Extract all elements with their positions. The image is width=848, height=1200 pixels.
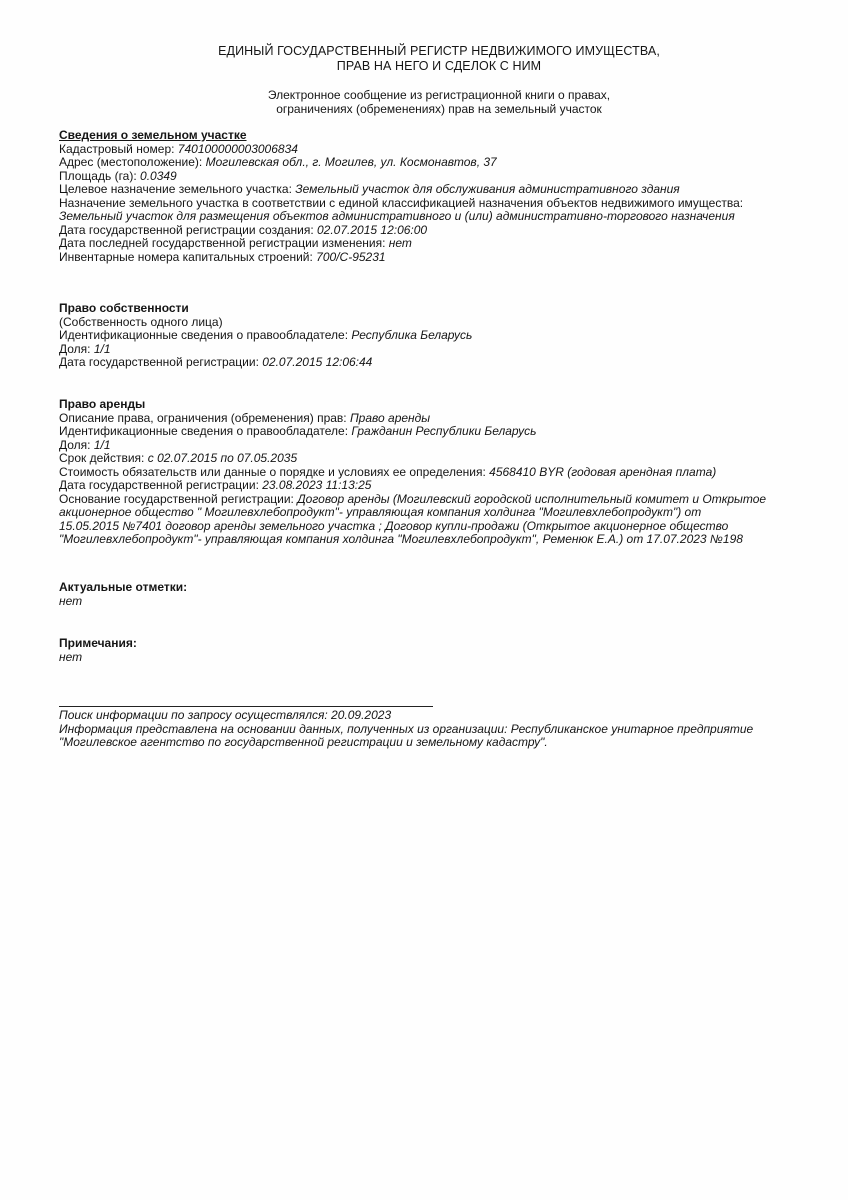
subtitle-line-1: Электронное сообщение из регистрационной книги о правах, [267,88,611,102]
lease-term-label: Срок действия: [59,451,145,465]
inventory-label: Инвентарные номера капитальных строений: [59,249,313,264]
document-subtitle [0,88,848,116]
area-row [59,170,829,184]
notes-section [59,637,829,664]
classification-value-row [59,210,829,224]
lease-holder-row [59,425,829,439]
purpose-value: Земельный участок для обслуживания административного здания [295,182,680,196]
ownership-date-row [59,356,829,370]
marks-value: нет [59,593,83,608]
title-line-1: ЕДИНЫЙ ГОСУДАРСТВЕННЫЙ РЕГИСТР НЕДВИЖИМОГО ИМУЩЕСТВА, [218,44,660,58]
changed-label: Дата последней государственной регистрации изменения: [59,236,386,250]
lease-basis-value-4: "Могилевхлебопродукт"- управляющая компания холдинга "Могилевхлебопродукт", Ременюк Е.А.) от 17.07.2023 №198 [59,532,743,546]
cadastral-label: Кадастровый номер: [59,141,175,156]
inventory-row [59,251,829,265]
ownership-heading: Право собственности [59,301,189,315]
footer [59,709,829,750]
lease-holder-label: Идентификационные сведения о правообладателе: [59,424,349,438]
lease-basis-value-2: акционерное общество " Могилевхлебопродукт"- управляющая компания холдинга "Могилевхлебопродукт") от [59,505,702,519]
subtitle-line-2: ограничениях (обременениях) прав на земельный участок [276,102,602,116]
footer-info-line-2: "Могилевское агентство по государственной регистрации и земельному кадастру". [59,735,548,749]
area-label: Площадь (га): [59,168,137,183]
address-row [59,156,829,170]
lease-heading: Право аренды [59,397,146,411]
ownership-holder-label: Идентификационные сведения о правообладателе: [59,328,349,342]
ownership-share-value: 1/1 [93,341,111,356]
lease-basis-label: Основание государственной регистрации: [59,491,294,506]
ownership-type: (Собственность одного лица) [59,314,223,329]
lease-cost-label: Стоимость обязательств или данные о порядке и условиях ее определения: [59,464,486,479]
notes-heading: Примечания: [59,636,137,650]
address-label: Адрес (местоположение): [59,155,203,169]
footer-info-line-1: Информация представлена на основании данных, полученных из организации: Республиканское унитарное предприятие [59,721,754,736]
land-heading: Сведения о земельном участке [59,128,247,142]
ownership-holder-row [59,329,829,343]
ownership-holder-value: Республика Беларусь [351,328,473,342]
purpose-row [59,183,829,197]
lease-basis-row [59,493,829,507]
lease-share-label: Доля: [59,437,91,452]
classification-label: Назначение земельного участка в соответствии с единой классификацией назначения объектов недвижимого имущества: [59,195,744,210]
lease-cost-row [59,466,829,480]
ownership-share-row [59,343,829,357]
lease-term-value: с 02.07.2015 по 07.05.2035 [147,451,298,465]
purpose-label: Целевое назначение земельного участка: [59,182,292,196]
lease-desc-value: Право аренды [349,410,431,425]
lease-share-row [59,439,829,453]
ownership-section [59,302,829,370]
lease-date-label: Дата государственной регистрации: [59,478,259,492]
lease-desc-row [59,412,829,426]
document-title [0,44,848,74]
lease-desc-label: Описание права, ограничения (обременения) прав: [59,410,347,425]
lease-cost-value: 4568410 BYR (годовая арендная плата) [489,464,717,479]
lease-section [59,398,829,547]
created-row [59,224,829,238]
lease-date-row [59,479,829,493]
footer-divider [59,706,433,707]
created-value: 02.07.2015 12:06:00 [317,222,428,237]
cadastral-row [59,143,829,157]
inventory-value: 700/С-95231 [316,249,386,264]
marks-section [59,581,829,608]
notes-value: нет [59,649,83,664]
lease-basis-value-1: Договор аренды (Могилевский городской исполнительный комитет и Открытое [297,491,767,506]
classification-value: Земельный участок для размещения объектов административного и (или) административно-торгового назначения [59,209,735,223]
classification-row [59,197,829,211]
title-line-2: ПРАВ НА НЕГО И СДЕЛОК С НИМ [336,59,542,73]
lease-share-value: 1/1 [93,437,111,452]
marks-heading: Актуальные отметки: [59,580,188,594]
lease-date-value: 23.08.2023 11:13:25 [262,478,372,492]
ownership-date-value: 02.07.2015 12:06:44 [262,355,373,369]
area-value: 0.0349 [140,168,177,183]
lease-basis-value-3: 15.05.2015 №7401 договор аренды земельного участка ; Договор купли-продажи (Открытое акционерное общество [59,518,729,533]
footer-search-line: Поиск информации по запросу осуществлялся: 20.09.2023 [59,708,392,722]
ownership-date-label: Дата государственной регистрации: [59,355,259,369]
land-section [59,129,829,264]
changed-value: нет [388,236,412,250]
created-label: Дата государственной регистрации создания: [59,222,314,237]
lease-holder-value: Гражданин Республики Беларусь [351,424,537,438]
lease-term-row [59,452,829,466]
address-value: Могилевская обл., г. Могилев, ул. Космонавтов, 37 [205,155,497,169]
changed-row [59,237,829,251]
cadastral-value: 740100000003006834 [177,141,298,156]
ownership-share-label: Доля: [59,341,91,356]
